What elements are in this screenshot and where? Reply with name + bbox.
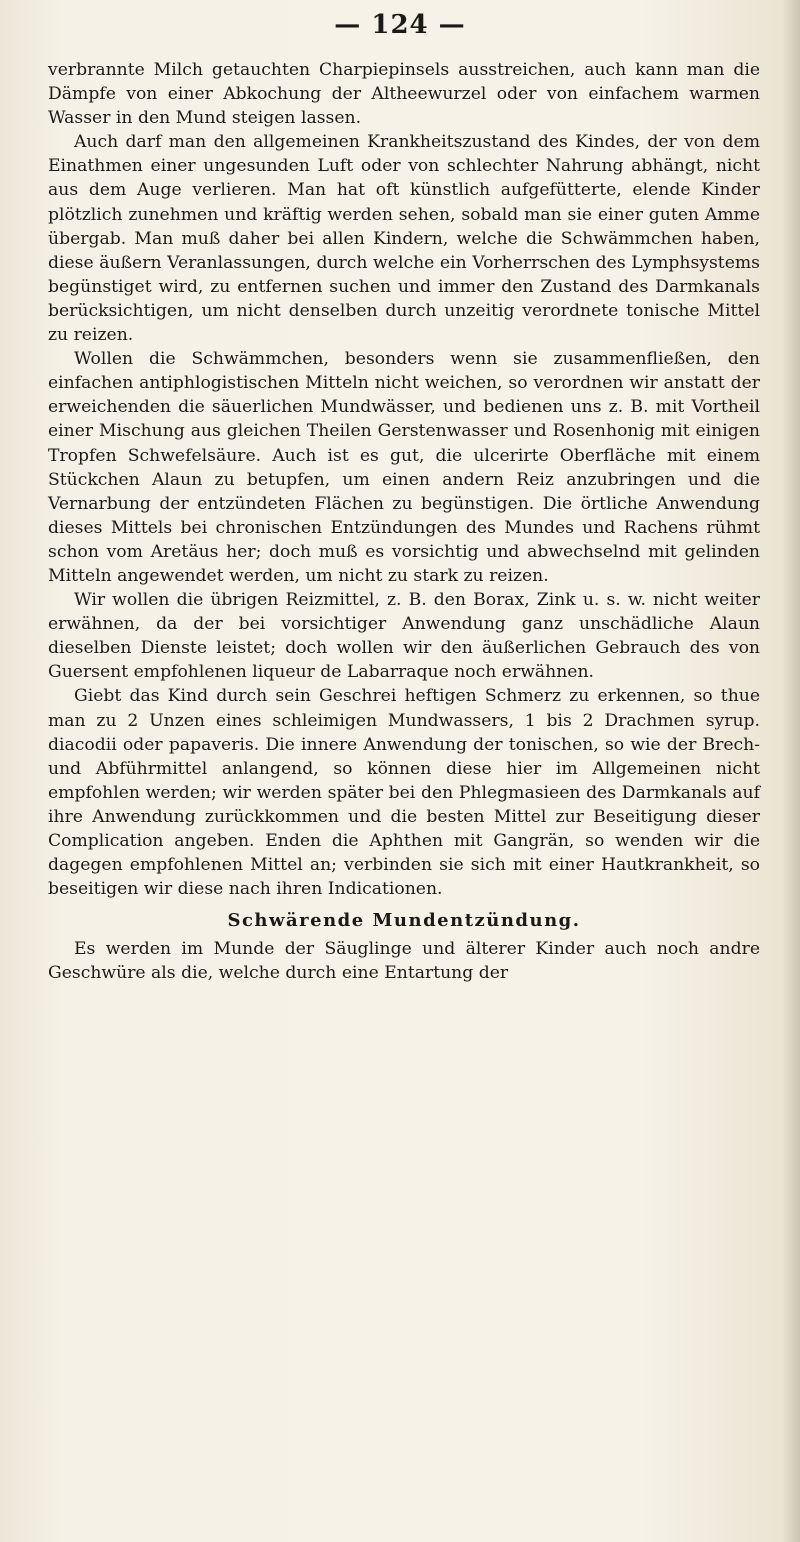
- section-paragraph: Es werden im Munde der Säuglinge und älterer Kinder auch noch andre Geschwüre als die, welche durch eine Entartung der: [48, 939, 760, 984]
- paragraph-4: Wir wollen die übrigen Reizmittel, z. B. den Borax, Zink u. s. w. nicht weiter erwähnen, da der bei vorsichtiger Anwendung ganz unschädliche Alaun dieselben Dienste leistet; doch wollen wir den äußerlichen Gebrauch des von Guersent empfohlenen liqueur de Labarraque noch erwähnen.: [48, 590, 760, 683]
- paragraph-5: Giebt das Kind durch sein Geschrei heftigen Schmerz zu erkennen, so thue man zu 2 Unzen eines schleimigen Mundwassers, 1 bis 2 Drachmen syrup. diacodii oder papaveris. Die innere Anwendung der tonischen, so wie der Brech- und Abführmittel anlangend, so können diese hier im Allgemeinen nicht empfohlen werden; wir werden später bei den Phlegmasieen des Darmkanals auf ihre Anwendung zurückkommen und die besten Mittel zur Beseitigung dieser Complication angeben. Enden die Aphthen mit Gangrän, so wenden wir die dagegen empfohlenen Mittel an; verbinden sie sich mit einer Hautkrankheit, so beseitigen wir diese nach ihren Indicationen.: [48, 686, 760, 900]
- page-body: [48, 58, 760, 986]
- paragraph-2: Auch darf man den allgemeinen Krankheitszustand des Kindes, der von dem Einathmen einer ungesunden Luft oder von schlechter Nahrung abhängt, nicht aus dem Auge verlieren. Man hat oft künstlich aufgefütterte, elende Kinder plötzlich zunehmen und kräftig werden sehen, sobald man sie einer guten Amme übergab. Man muß daher bei allen Kindern, welche die Schwämmchen haben, diese äußern Veranlassungen, durch welche ein Vorherrschen des Lymphsystems begünstiget wird, zu entfernen suchen und immer den Zustand des Darmkanals berücksichtigen, um nicht denselben durch unzeitig verordnete tonische Mittel zu reizen.: [48, 132, 760, 346]
- page-edge-shadow: [782, 0, 800, 1542]
- paragraph-3: Wollen die Schwämmchen, besonders wenn sie zusammenfließen, den einfachen antiphlogistischen Mitteln nicht weichen, so verordnen wir anstatt der erweichenden die säuerlichen Mundwässer, und bedienen uns z. B. mit Vortheil einer Mischung aus gleichen Theilen Gerstenwasser und Rosenhonig mit einigen Tropfen Schwefelsäure. Auch ist es gut, die ulcerirte Oberfläche mit einem Stückchen Alaun zu betupfen, um einen andern Reiz anzubringen und die Vernarbung der entzündeten Flächen zu begünstigen. Die örtliche Anwendung dieses Mittels bei chronischen Entzündungen des Mundes und Rachens rühmt schon vom Aretäus her; doch muß es vorsichtig und abwechselnd mit gelinden Mitteln angewendet werden, um nicht zu stark zu reizen.: [48, 349, 760, 586]
- page-number: — 124 —: [334, 10, 466, 40]
- paragraph-1: verbrannte Milch getauchten Charpiepinsels ausstreichen, auch kann man die Dämpfe von einer Abkochung der Altheewurzel oder von einfachem warmen Wasser in den Mund steigen lassen.: [48, 60, 760, 129]
- section-heading: Schwärende Mundentzündung.: [227, 910, 581, 932]
